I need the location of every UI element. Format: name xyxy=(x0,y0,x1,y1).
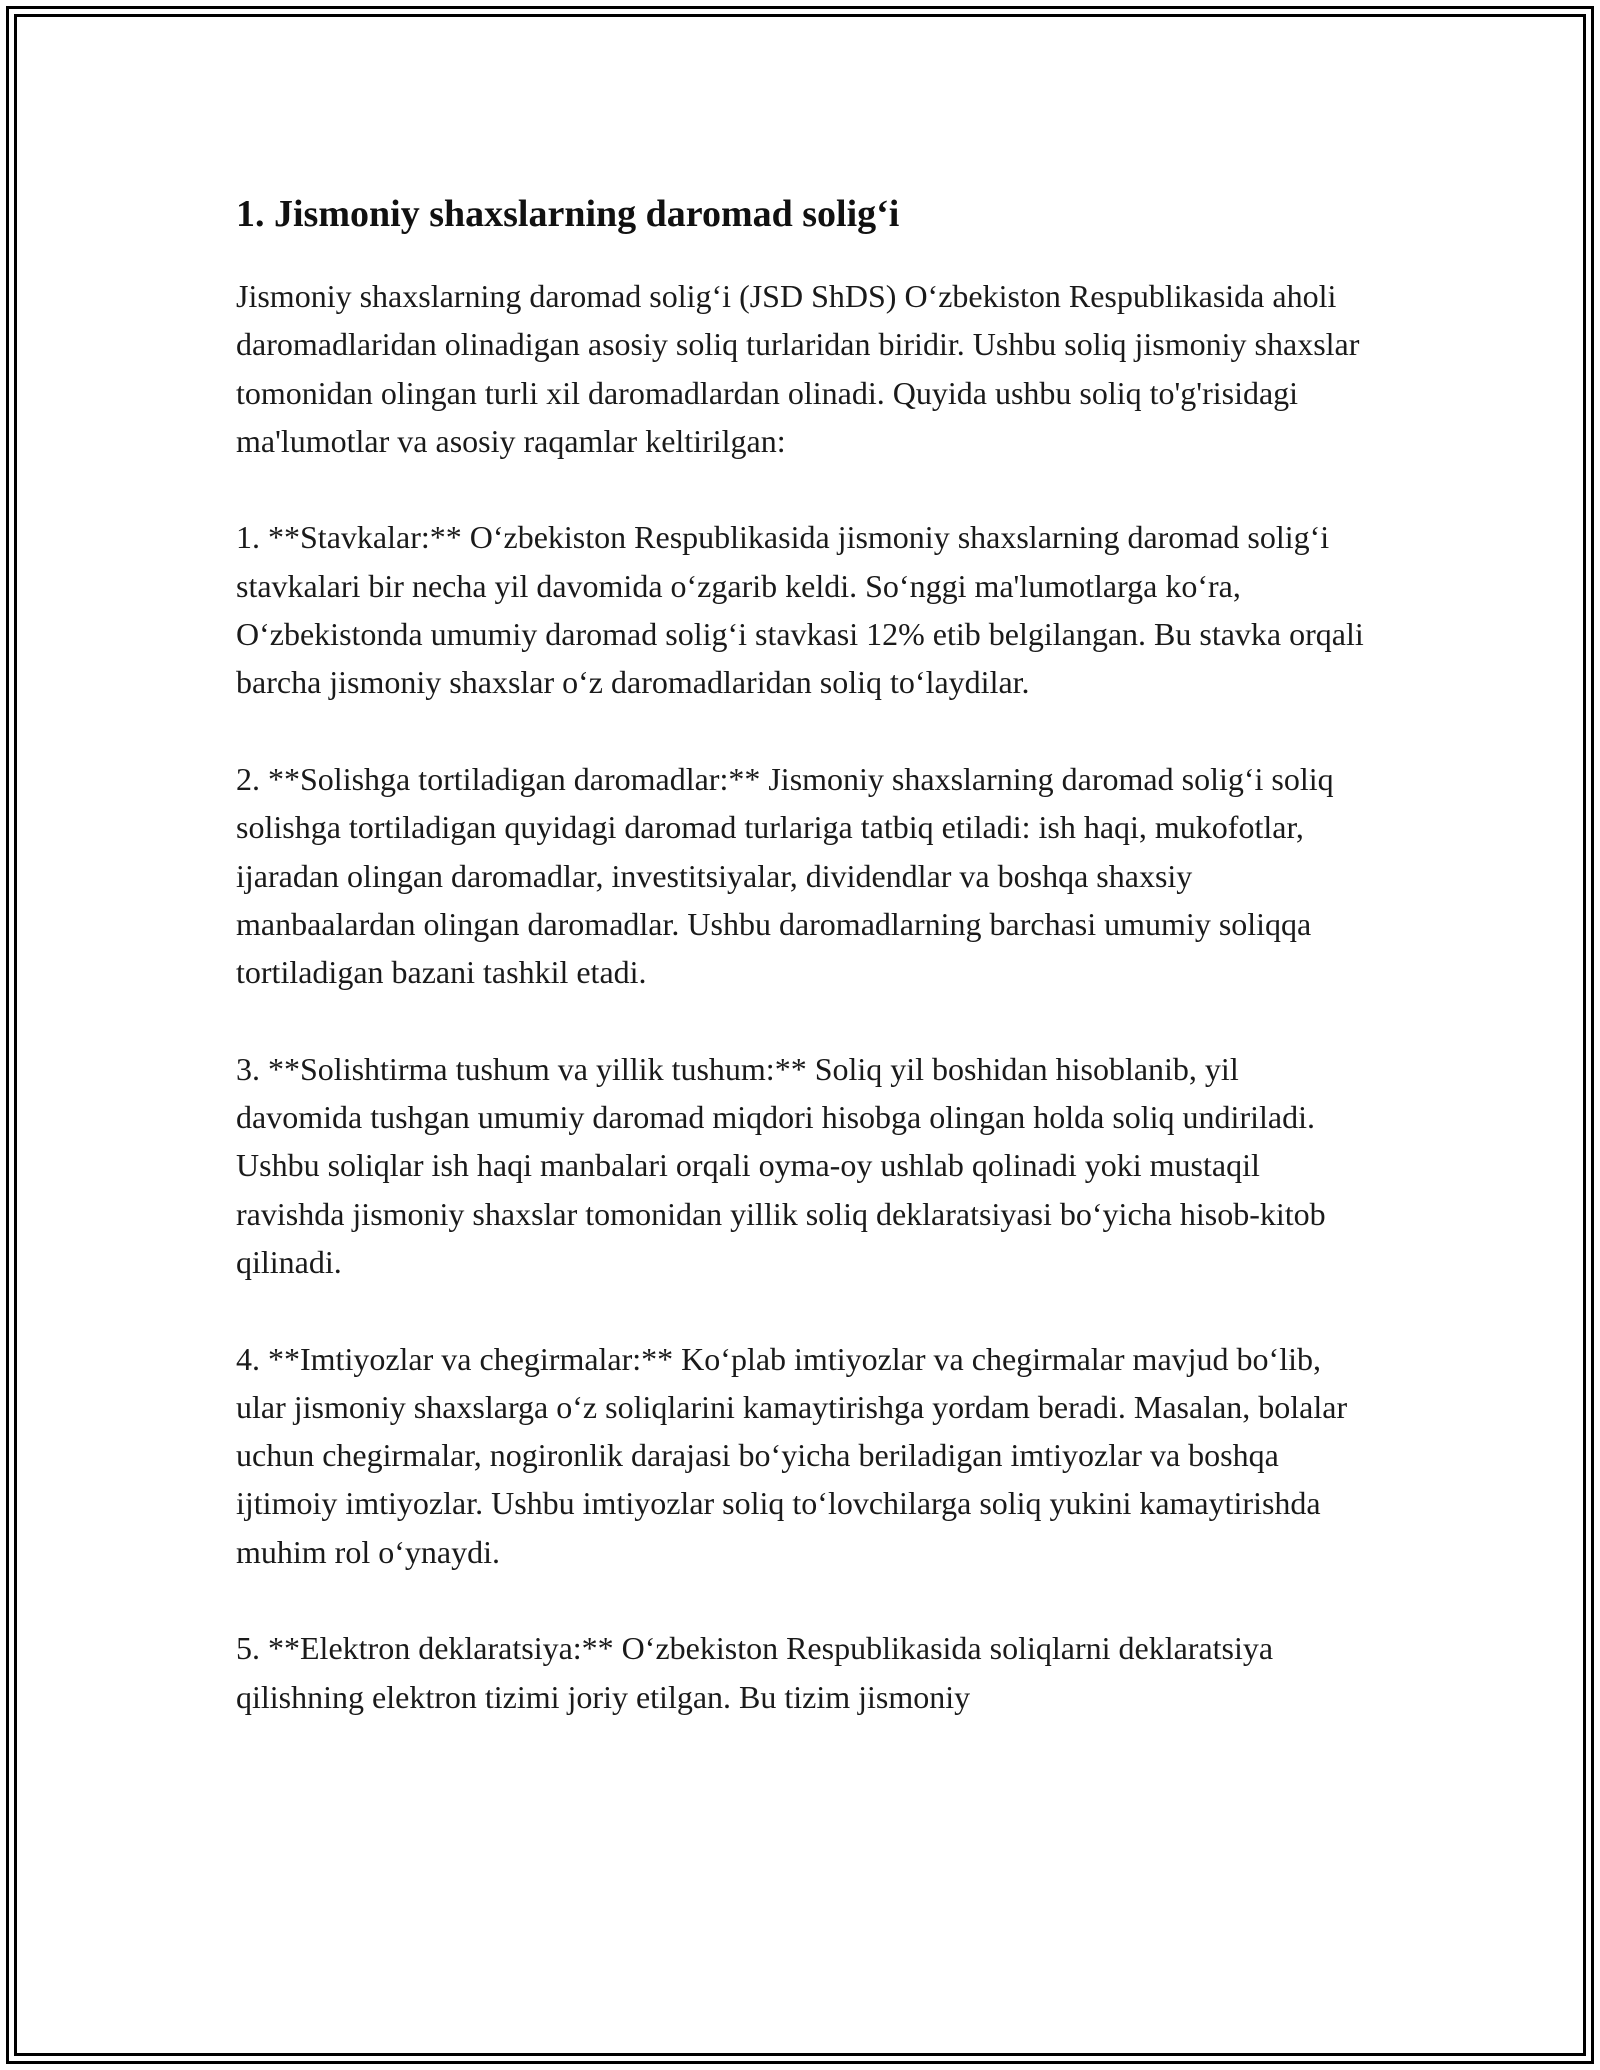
document-body xyxy=(236,186,1366,1769)
paragraph-solishga-tortiladigan-daromadlar: 2. **Solishga tortiladigan daromadlar:** Jismoniy shaxslarning daromad solig‘i soliq solishga tortiladigan quyidagi daromad turlariga tatbiq etiladi: ish haqi, mukofotlar, ijaradan olingan daromadlar, investitsiyalar, dividendlar va boshqa shaxsiy manbaalardan olingan daromadlar. Ushbu daromadlarning barchasi umumiy soliqqa tortiladigan bazani tashkil etadi. xyxy=(236,760,1334,991)
intro-paragraph: Jismoniy shaxslarning daromad solig‘i (JSD ShDS) O‘zbekiston Respublikasida aholi daromadlaridan olinadigan asosiy soliq turlaridan biridir. Ushbu soliq jismoniy shaxslar tomonidan olingan turli xil daromadlardan olinadi. Quyida ushbu soliq to'g'risidagi ma'lumotlar va asosiy raqamlar keltirilgan: xyxy=(236,278,1360,459)
paragraph-stavkalar: 1. **Stavkalar:** O‘zbekiston Respublikasida jismoniy shaxslarning daromad solig‘i stavkalari bir necha yil davomida o‘zgarib keldi. So‘nggi ma'lumotlarga ko‘ra, O‘zbekistonda umumiy daromad solig‘i stavkasi 12% etib belgilangan. Bu stavka orqali barcha jismoniy shaxslar o‘z daromadlaridan soliq to‘laydilar. xyxy=(236,519,1364,701)
paragraph-imtiyozlar: 4. **Imtiyozlar va chegirmalar:** Ko‘plab imtiyozlar va chegirmalar mavjud bo‘lib, ular jismoniy shaxslarga o‘z soliqlarini kamaytirishga yordam beradi. Masalan, bolalar uchun chegirmalar, nogironlik darajasi bo‘yicha beriladigan imtiyozlar va boshqa ijtimoiy imtiyozlar. Ushbu imtiyozlar soliq to‘lovchilarga soliq yukini kamaytirishda muhim rol o‘ynaydi. xyxy=(236,1340,1348,1570)
section-heading: 1. Jismoniy shaxslarning daromad solig‘i xyxy=(236,193,900,235)
paragraph-elektron-deklaratsiya: 5. **Elektron deklaratsiya:** O‘zbekiston Respublikasida soliqlarni deklaratsiya qilishning elektron tizimi joriy etilgan. Bu tizim jismoniy xyxy=(236,1630,1274,1715)
paragraph-solishtirma-tushum: 3. **Solishtirma tushum va yillik tushum:** Soliq yil boshidan hisoblanib, yil davomida tushgan umumiy daromad miqdori hisobga olingan holda soliq undiriladi. Ushbu soliqlar ish haqi manbalari orqali oyma-oy ushlab qolinadi yoki mustaqil ravishda jismoniy shaxslar tomonidan yillik soliq deklaratsiyasi bo‘yicha hisob-kitob qilinadi. xyxy=(236,1050,1326,1280)
